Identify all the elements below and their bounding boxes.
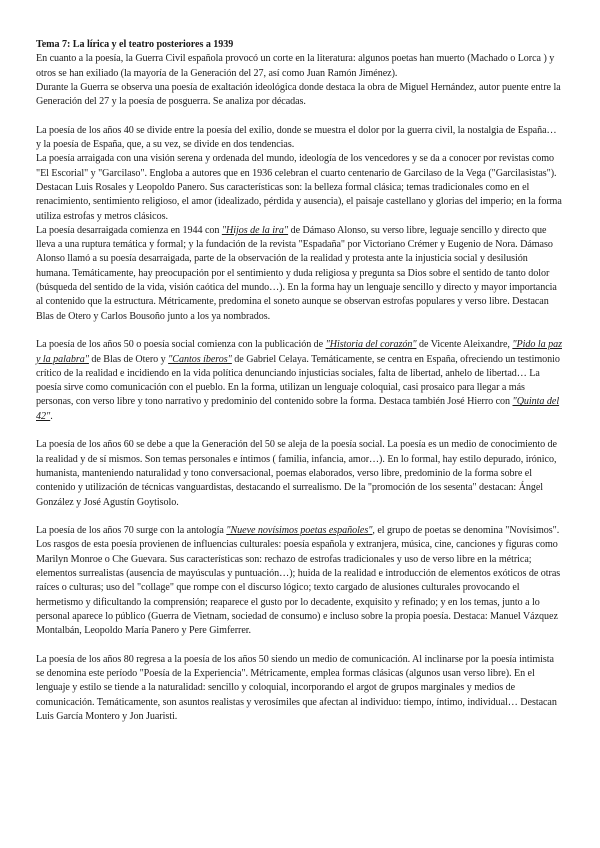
work-title-cantos-iberos: "Cantos íberos"	[168, 353, 232, 365]
section-40s-intro: La poesía de los años 40 se divide entre la poesía del exilio, donde se muestra el dolor por la guerra civil, la nostalgia de España… y la poesía de España, que, a su vez, se divide en dos tendencias.	[36, 124, 557, 151]
section-80s: La poesía de los años 80 regresa a la poesía de los años 50 siendo un medio de comunicación. Al inclinarse por la poesía intimista se denomina este período "Poesía de la Experiencia". Métricamente, emplea formas clásicas (algunos usan verso libre). En el lenguaje y estilo se tiende a la naturalidad: sencillo y coloquial, incorporando el argot de grupos marginales y medios de comunicación. Temáticamente, son asuntos realistas y verosímiles que afectan al individuo: tiempo, íntimo, individual… Destacan Luis García Montero y Jon Juaristi.	[36, 653, 557, 722]
intro-paragraph-1: En cuanto a la poesía, la Guerra Civil española provocó un corte en la literatura: algunos poetas han muerto (Machado o Lorca ) y otros se han exiliado (la mayoría de la Generación del 27, así como Juan Ramón Jiménez).	[36, 53, 555, 79]
work-title-pido-la-paz: "Pido la paz y la palabra"	[36, 339, 562, 365]
text-run: de Gabriel Celaya. Temáticamente, se centra en España, ofreciendo un testimonio crítico de la realidad e incidiendo en la vida política denunciando injusticias sociales, falta de libertad, anhelo de libertad… La poesía sirve como comunicación con el pueblo. En la forma, utilizan un lenguaje coloquial, casi prosaico para llegar a más personas, con verso libre y tono narrativo y predominio del contenido sobre la forma. Destaca también José Hierro con	[36, 353, 560, 408]
text-run: de Vicente Aleixandre,	[416, 339, 513, 351]
text-run: de Dámaso Alonso, su verso libre, leguaje sencillo y directo que lleva a una ruptura temática y formal; y la fundación de la revista "Espadaña" por Victoriano Crémer y Eugenio de Nora. Dámaso Alonso llamó a su poesía desarraigada, parte de la observación de la realidad y protesta ante la injusticia social y desilusión humana. Temáticamente, hay preocupación por el sentimiento y duda religiosa y pregunta sa Dios sobre el sentido de tanto dolor (búsqueda del sentido de la vida, visión caótica del mundo…). En la forma hay un lenguaje sencillo y directo y mayor importancia al contenido que la estructura. Métricamente, predomina el soneto aunque se observan estrofas populares y verso libre. Destacan Blas de Otero y Carlos Bousoño junto a los ya nombrados.	[36, 224, 557, 322]
section-60s: La poesía de los años 60 se debe a que la Generación del 50 se aleja de la poesía social. La poesía es un medio de conocimiento de la realidad y de sí mismos. Son temas personales e íntimos ( familia, infancia, amor…). En lo formal, hay estilo depurado, irónico, humanista, manteniendo naturalidad y tono conversacional, poemas elaborados, verso libre, predominio de la forma sobre el contenido y utilización de técnicas vanguardistas, destacando el surrealismo. De la "promoción de los sesenta" destacan: Ángel González y José Agustín Goytisolo.	[36, 439, 557, 508]
text-run: La poesía de los años 50 o poesía social comienza con la publicación de	[36, 339, 326, 351]
section-40s-desarraigada	[36, 224, 564, 324]
text-run: La poesía desarraigada comienza en 1944 con	[36, 224, 222, 236]
document-title: Tema 7: La lírica y el teatro posteriores a 1939	[36, 39, 234, 50]
section-70s	[36, 524, 564, 638]
section-40s-arraigada: La poesía arraigada con una visión serena y ordenada del mundo, ideología de los vencedores y se da a conocer por revistas como "El Escorial" y "Garcilaso". Engloba a autores que en 1936 celebran el cuarto centenario de Garcilaso de la Vega ("Garcilasistas"). Destacan Luis Rosales y Leopoldo Panero. Sus características son: la belleza formal clásica; temas tradicionales como en el renacimiento, sentimiento religioso, el amor (idealizado, pérdida y ausencia), el paisaje castellano y glorias del imperio; en la forma utiliza estrofas y metros clásicos.	[36, 153, 562, 222]
work-title-historia-del-corazon: "Historia del corazón"	[325, 339, 417, 351]
section-50s	[36, 338, 564, 424]
work-title-nueve-novisimos: "Nueve novísimos poetas españoles"	[226, 525, 373, 537]
text-run: , el grupo de poetas se denomina "Novísimos". Los rasgos de esta poesía provienen de influencias culturales: poesía española y extranjera, música, cine, canciones y figuras como Marilyn Monroe o Che Guevara. Sus características son: rechazo de estrofas tradicionales y uso de verso libre en la métrica; elementos surrealistas (ausencia de mayúsculas y puntuación…); huida de la realidad e introducción de elementos exóticos de otras raíces o culturas; uso del "collage" que rompe con el discurso lógico; texto cargado de alusiones culturales provocando el hermetismo y dificultando la comprensión; reaparece el gusto por lo decadente, exquisito y refinado; y en los temas, junto a lo personal aparece lo público (Guerra de Vietnam, sociedad de consumo) e incluso sobre la propia poesía. Destaca: Manuel Vázquez Montalbán, Leopoldo María Panero y Pere Gimferrer.	[36, 525, 561, 637]
work-title-hijos-de-la-ira: "Hijos de la ira"	[221, 224, 289, 236]
work-title-quinta-del-42: "Quinta del 42"	[36, 396, 560, 422]
intro-paragraph-2: Durante la Guerra se observa una poesía de exaltación ideológica donde destaca la obra de Miguel Hernández, autor puente entre la Generación del 27 y la poesía de posguerra. Se analiza por décadas.	[36, 81, 561, 108]
text-run: La poesía de los años 70 surge con la antología	[36, 525, 227, 537]
text-run: de Blas de Otero y	[88, 353, 169, 365]
text-run: .	[50, 410, 53, 422]
